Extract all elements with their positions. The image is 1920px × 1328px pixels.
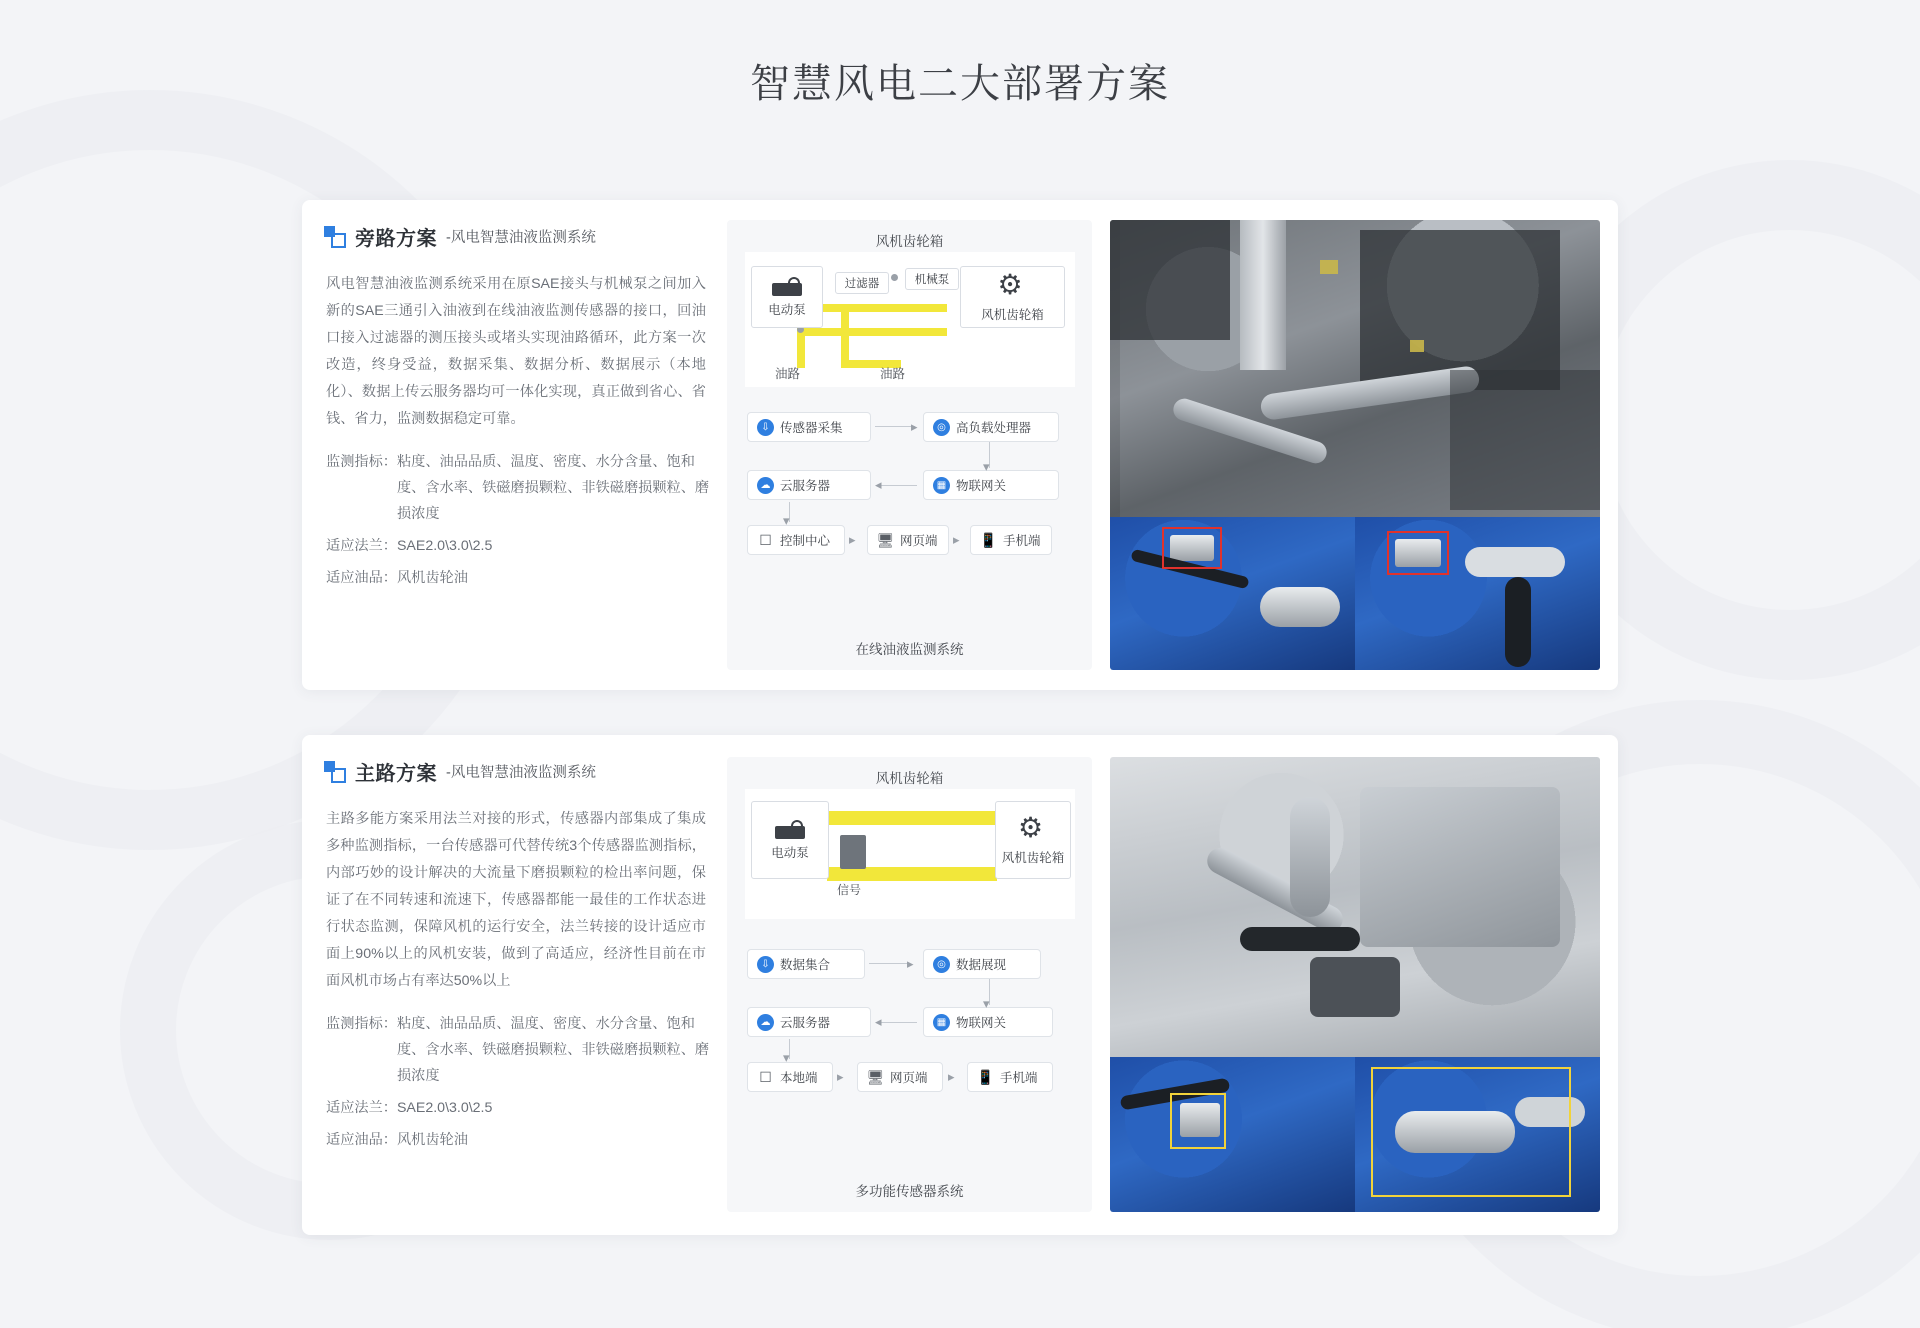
spec-row-oil <box>326 1127 713 1153</box>
connector <box>869 963 909 964</box>
cloud-icon: ☁ <box>757 477 774 494</box>
diagram-top-caption: 风机齿轮箱 <box>875 771 944 786</box>
spec-value: 风机齿轮油 <box>396 1132 468 1148</box>
node-label: 控制中心 <box>780 534 831 548</box>
signal-label: 信号 <box>837 883 862 897</box>
page-title: 智慧风电二大部署方案 <box>750 62 1170 106</box>
electric-pump-label: 电动泵 <box>768 302 806 317</box>
node-sensor-acquisition[interactable] <box>747 412 871 442</box>
photo-group-bypass <box>1110 220 1600 670</box>
gear-icon: ⚙ <box>1018 812 1044 843</box>
arrow-right-icon: ▸ <box>948 1069 955 1084</box>
node-label: 网页端 <box>900 534 938 548</box>
spec-key: 适应法兰： <box>326 1100 397 1116</box>
arrow-right-icon: ▸ <box>849 532 856 547</box>
card-title: 主路方案 <box>355 763 437 785</box>
card-subtitle: -风电智慧油液监测系统 <box>446 765 596 781</box>
diagram-bottom-caption: 多功能传感器系统 <box>855 1184 964 1199</box>
oil-route-label-left: 油路 <box>775 367 801 381</box>
connector <box>879 485 917 486</box>
gearbox-label: 风机齿轮箱 <box>1001 851 1065 865</box>
highlight-box-yellow <box>1371 1067 1571 1197</box>
node-control-center[interactable] <box>747 525 845 555</box>
node-mobile-client[interactable] <box>970 525 1052 555</box>
gearbox-box <box>960 266 1065 328</box>
mechanical-pump-tag: 机械泵 <box>905 268 959 290</box>
node-cloud-server[interactable] <box>747 1007 871 1037</box>
cloud-icon: ☁ <box>757 1014 774 1031</box>
installation-photo-left <box>1110 517 1355 670</box>
spec-key: 适应油品： <box>326 570 397 586</box>
card-description: 主路多能方案采用法兰对接的形式，传感器内部集成了集成多种监测指标，一台传感器可代替传统3个传感器监测指标，内部巧妙的设计解决的大流量下磨损颗粒的检出率问题，保证了在不同转速和流速下，传感器都能一最佳的工作状态进行状态监测，保障风机的运行安全，法兰转接的设计适应市面上90%以上的风机安装，做到了高适应，经济性目前在市面风机市场占有率达50%以上 <box>326 811 706 989</box>
mechanical-schematic <box>745 252 1075 387</box>
spec-key: 适应油品： <box>326 1132 397 1148</box>
filter-tag: 过滤器 <box>835 272 889 294</box>
node-mobile-client[interactable] <box>967 1062 1053 1092</box>
spec-value: 粘度、油品品质、温度、密度、水分含量、饱和度、含水率、铁磁磨损颗粒、非铁磁磨损颗粒、磨损浓度 <box>396 1016 710 1084</box>
arrow-down-icon: ▾ <box>783 1050 790 1065</box>
electric-pump-box <box>751 801 829 879</box>
node-data-presentation[interactable] <box>923 949 1041 979</box>
card-title: 旁路方案 <box>355 228 437 250</box>
oil-route-label-right: 油路 <box>880 367 906 381</box>
pump-icon <box>775 820 805 839</box>
monitor-icon: ☐ <box>759 1068 772 1085</box>
card-header <box>324 757 713 786</box>
system-diagram-bypass <box>727 220 1092 670</box>
node-label: 数据集合 <box>780 958 831 972</box>
node-label: 数据展现 <box>956 958 1007 972</box>
processor-circle-icon: ◎ <box>933 956 950 973</box>
pump-icon <box>772 277 802 296</box>
node-label: 手机端 <box>1003 534 1041 548</box>
node-label: 物联网关 <box>956 1016 1007 1030</box>
node-iot-gateway[interactable] <box>923 1007 1053 1037</box>
spec-value: SAE2.0\3.0\2.5 <box>396 1100 493 1116</box>
arrow-right-icon: ▸ <box>911 419 918 434</box>
electric-pump-label: 电动泵 <box>771 845 809 860</box>
gearbox-box <box>995 801 1071 879</box>
system-diagram-main-line <box>727 757 1092 1212</box>
junction-dot <box>891 274 898 281</box>
arrow-left-icon: ◂ <box>875 1014 882 1029</box>
processor-circle-icon: ◎ <box>933 419 950 436</box>
oil-pipe-horizontal-lower <box>797 328 947 336</box>
gateway-icon: ▦ <box>933 1014 950 1031</box>
node-label: 本地端 <box>780 1071 818 1085</box>
card-header <box>324 222 713 251</box>
phone-icon: 📱 <box>976 1068 995 1085</box>
spec-value: SAE2.0\3.0\2.5 <box>396 538 493 554</box>
highlight-box-red <box>1162 527 1222 569</box>
arrow-right-icon: ▸ <box>953 532 960 547</box>
download-circle-icon: ⇩ <box>757 956 774 973</box>
spec-key: 监测指标： <box>326 454 397 470</box>
node-label: 网页端 <box>890 1071 928 1085</box>
spec-row-monitor-index <box>326 1011 713 1089</box>
highlight-box-yellow <box>1170 1093 1226 1149</box>
connector <box>879 1022 917 1023</box>
main-line-plan-icon <box>324 761 346 783</box>
mechanical-schematic <box>745 789 1075 919</box>
installation-photos <box>1110 517 1600 670</box>
installation-photos <box>1110 1057 1600 1212</box>
spec-row-monitor-index <box>326 449 713 527</box>
node-cloud-server[interactable] <box>747 470 871 500</box>
oil-pipe-lower <box>827 867 997 881</box>
card-text-column <box>318 757 713 1153</box>
bypass-plan-icon <box>324 226 346 248</box>
node-label: 物联网关 <box>956 479 1007 493</box>
highlight-box-red <box>1387 531 1449 575</box>
electric-pump-box <box>751 266 823 328</box>
node-iot-gateway[interactable] <box>923 470 1059 500</box>
phone-icon: 📱 <box>979 531 998 548</box>
gear-icon: ⚙ <box>997 269 1023 300</box>
node-label: 云服务器 <box>780 479 831 493</box>
card-text-column <box>318 222 713 591</box>
spec-key: 监测指标： <box>326 1016 397 1032</box>
arrow-down-icon: ▾ <box>983 459 990 474</box>
display-icon: 🖥 <box>876 531 895 548</box>
node-label: 高负载处理器 <box>956 421 1032 435</box>
arrow-right-icon: ▸ <box>837 1069 844 1084</box>
monitor-icon: ☐ <box>759 531 772 548</box>
node-web-client[interactable] <box>867 525 949 555</box>
oil-pipe-upper <box>827 811 997 825</box>
card-subtitle: -风电智慧油液监测系统 <box>446 230 596 246</box>
sensor-render-photo <box>1110 757 1600 1057</box>
spec-row-oil <box>326 565 713 591</box>
arrow-down-icon: ▾ <box>783 513 790 528</box>
sensor-signal-block <box>840 835 866 869</box>
node-label: 传感器采集 <box>780 421 843 435</box>
oil-pipe-vertical-mid <box>841 304 849 368</box>
gateway-icon: ▦ <box>933 477 950 494</box>
installation-photo-left <box>1110 1057 1355 1212</box>
arrow-right-icon: ▸ <box>907 956 914 971</box>
photo-group-main-line <box>1110 757 1600 1212</box>
spec-value: 风机齿轮油 <box>396 570 468 586</box>
spec-value: 粘度、油品品质、温度、密度、水分含量、饱和度、含水率、铁磁磨损颗粒、非铁磁磨损颗粒、磨损浓度 <box>396 454 710 522</box>
card-description: 风电智慧油液监测系统采用在原SAE接头与机械泵之间加入新的SAE三通引入油液到在线油液监测传感器的接口，回油口接入过滤器的测压接头或堵头实现油路循环，此方案一次改造，终身受益，数据采集、数据分析、数据展示（本地化）、数据上传云服务器均可一体化实现，真正做到省心、省钱、省力，监测数据稳定可靠。 <box>326 276 706 427</box>
node-label: 云服务器 <box>780 1016 831 1030</box>
plan-card-main-line <box>302 735 1618 1235</box>
node-web-client[interactable] <box>857 1062 943 1092</box>
spec-row-flange <box>326 1095 713 1121</box>
node-high-load-processor[interactable] <box>923 412 1059 442</box>
node-data-collection[interactable] <box>747 949 865 979</box>
node-label: 手机端 <box>1000 1071 1038 1085</box>
connector <box>875 426 915 427</box>
installation-photo-right <box>1355 1057 1600 1212</box>
gearbox-label: 风机齿轮箱 <box>981 308 1044 322</box>
diagram-bottom-caption: 在线油液监测系统 <box>855 642 964 657</box>
diagram-top-caption: 风机齿轮箱 <box>875 234 944 249</box>
spec-key: 适应法兰： <box>326 538 397 554</box>
spec-row-flange <box>326 533 713 559</box>
arrow-down-icon: ▾ <box>983 996 990 1011</box>
arrow-left-icon: ◂ <box>875 477 882 492</box>
installation-photo-right <box>1355 517 1600 670</box>
display-icon: 🖥 <box>866 1068 885 1085</box>
gearbox-render-photo <box>1110 220 1600 517</box>
plan-card-bypass <box>302 200 1618 690</box>
node-local-client[interactable] <box>747 1062 833 1092</box>
download-circle-icon: ⇩ <box>757 419 774 436</box>
